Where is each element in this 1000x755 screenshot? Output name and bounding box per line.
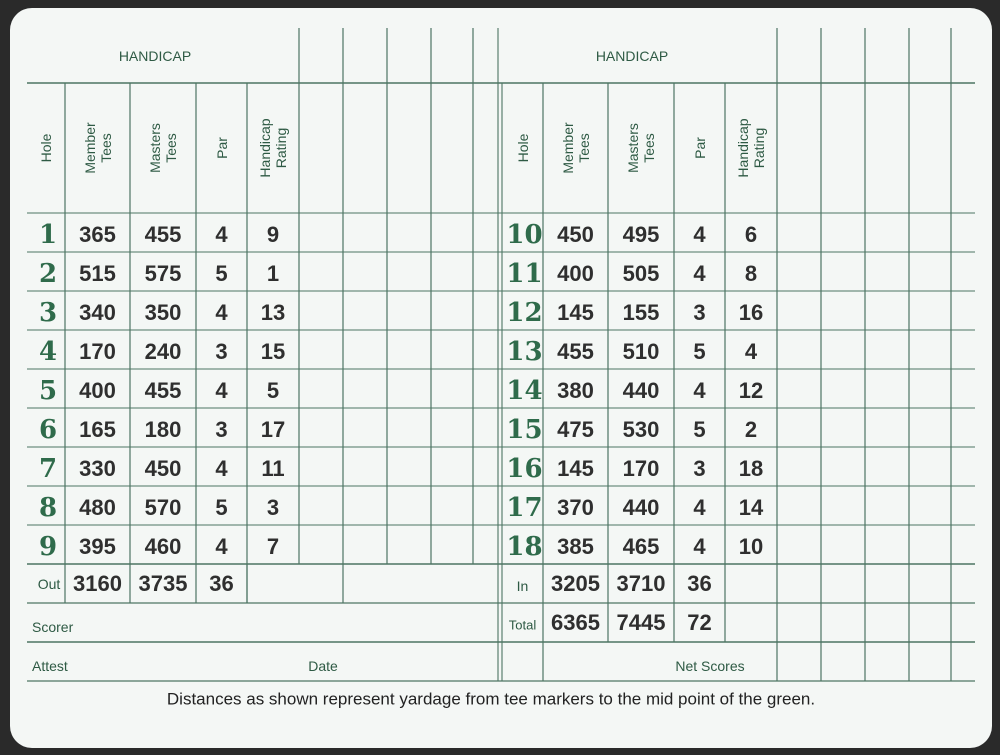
back-row-member: 385 bbox=[557, 533, 594, 559]
back-row-hole: 17 bbox=[506, 492, 543, 523]
front-row-member: 395 bbox=[79, 533, 116, 559]
back-row-hole: 14 bbox=[506, 375, 543, 406]
front-row-masters: 455 bbox=[144, 221, 182, 247]
back-row-member: 475 bbox=[557, 416, 594, 442]
front-row-hole: 2 bbox=[38, 258, 58, 289]
front-row-masters: 460 bbox=[144, 533, 182, 559]
footer-note: Distances as shown represent yardage from tee markers to the mid point of the green. bbox=[166, 689, 816, 709]
front-row-par: 4 bbox=[215, 377, 228, 403]
net-scores-label: Net Scores bbox=[675, 657, 745, 674]
back-col-header: Handicap Rating bbox=[735, 118, 767, 178]
front-row-member: 165 bbox=[79, 416, 116, 442]
front-row-member: 365 bbox=[79, 221, 116, 247]
back-row-member: 450 bbox=[557, 221, 594, 247]
front-row-member: 340 bbox=[79, 299, 116, 325]
front-row-masters: 450 bbox=[144, 455, 182, 481]
back-col-header: Par bbox=[691, 137, 708, 159]
front-row-member: 480 bbox=[79, 494, 116, 520]
back-row-hole: 12 bbox=[506, 297, 543, 328]
back-row-member: 370 bbox=[557, 494, 594, 520]
back-row-masters: 155 bbox=[622, 299, 660, 325]
back-row-par: 3 bbox=[693, 455, 706, 481]
back-row-hcp: 12 bbox=[738, 377, 764, 403]
front-row-hcp: 3 bbox=[266, 494, 280, 520]
grand-member-total: 6365 bbox=[551, 609, 600, 635]
back-row-hole: 13 bbox=[506, 336, 543, 367]
back-row-member: 455 bbox=[557, 338, 594, 364]
front-row-masters: 575 bbox=[144, 260, 182, 286]
front-row-hcp: 15 bbox=[260, 338, 286, 364]
back-row-hole: 10 bbox=[506, 219, 543, 250]
front-row-hole: 6 bbox=[38, 414, 58, 445]
front-row-par: 5 bbox=[215, 260, 228, 286]
back-row-hcp: 18 bbox=[738, 455, 764, 481]
front-row-hole: 4 bbox=[38, 336, 58, 367]
front-row-masters: 350 bbox=[144, 299, 182, 325]
front-col-header: Hole bbox=[38, 133, 54, 163]
back-row-masters: 440 bbox=[622, 494, 660, 520]
in-member-total: 3205 bbox=[551, 570, 600, 596]
grand-masters-total: 7445 bbox=[616, 609, 666, 635]
front-row-member: 330 bbox=[79, 455, 116, 481]
total-label: Total bbox=[508, 617, 537, 632]
back-col-header: Member Tees bbox=[559, 122, 592, 174]
front-row-par: 4 bbox=[215, 299, 228, 325]
out-member-total: 3160 bbox=[73, 570, 122, 596]
front-row-par: 3 bbox=[215, 338, 228, 364]
back-row-par: 4 bbox=[693, 260, 706, 286]
front-col-header: Member Tees bbox=[81, 122, 114, 174]
handicap-label-back: HANDICAP bbox=[595, 48, 669, 64]
back-row-par: 4 bbox=[693, 221, 706, 247]
front-row-hcp: 9 bbox=[266, 221, 280, 247]
out-par-total: 36 bbox=[209, 570, 234, 596]
back-row-par: 4 bbox=[693, 494, 706, 520]
front-row-hole: 1 bbox=[38, 219, 58, 250]
front-row-hcp: 11 bbox=[261, 455, 285, 481]
back-row-masters: 465 bbox=[622, 533, 660, 559]
front-col-header: Handicap Rating bbox=[257, 118, 289, 178]
back-row-masters: 495 bbox=[622, 221, 660, 247]
date-label: Date bbox=[308, 657, 338, 674]
back-row-masters: 170 bbox=[622, 455, 660, 481]
back-row-masters: 530 bbox=[622, 416, 660, 442]
back-row-hcp: 4 bbox=[744, 338, 758, 364]
front-row-hole: 7 bbox=[38, 453, 58, 484]
handicap-label-front: HANDICAP bbox=[118, 48, 192, 64]
front-row-hcp: 5 bbox=[266, 377, 280, 403]
back-row-hole: 11 bbox=[506, 258, 543, 289]
back-row-par: 4 bbox=[693, 533, 706, 559]
front-col-header: Masters Tees bbox=[147, 123, 179, 173]
back-row-hole: 16 bbox=[506, 453, 543, 484]
attest-label: Attest bbox=[32, 657, 68, 674]
front-row-member: 400 bbox=[79, 377, 116, 403]
back-col-header: Hole bbox=[514, 133, 531, 163]
back-row-hole: 15 bbox=[506, 414, 543, 445]
front-row-hcp: 13 bbox=[260, 299, 286, 325]
front-row-hole: 3 bbox=[38, 297, 58, 328]
front-row-hcp: 17 bbox=[260, 416, 286, 442]
back-row-hcp: 14 bbox=[738, 494, 764, 520]
front-row-hcp: 7 bbox=[266, 533, 280, 559]
out-label: Out bbox=[37, 575, 61, 592]
back-row-masters: 505 bbox=[622, 260, 660, 286]
scorer-label: Scorer bbox=[32, 618, 74, 635]
front-row-masters: 455 bbox=[144, 377, 182, 403]
back-col-header: Masters Tees bbox=[625, 123, 657, 173]
back-row-hcp: 2 bbox=[744, 416, 758, 442]
back-row-member: 400 bbox=[557, 260, 594, 286]
in-label: In bbox=[516, 577, 529, 594]
front-row-masters: 240 bbox=[144, 338, 182, 364]
front-row-hole: 8 bbox=[38, 492, 58, 523]
back-row-masters: 510 bbox=[622, 338, 660, 364]
back-row-hcp: 6 bbox=[744, 221, 758, 247]
front-col-header: Par bbox=[213, 137, 230, 159]
front-row-par: 4 bbox=[215, 455, 228, 481]
front-row-par: 5 bbox=[215, 494, 228, 520]
front-row-member: 170 bbox=[79, 338, 116, 364]
back-row-member: 145 bbox=[557, 299, 594, 325]
back-row-hole: 18 bbox=[506, 531, 543, 562]
back-row-member: 380 bbox=[557, 377, 594, 403]
front-row-par: 3 bbox=[215, 416, 228, 442]
back-row-par: 5 bbox=[693, 416, 706, 442]
in-par-total: 36 bbox=[687, 570, 712, 596]
front-row-hole: 9 bbox=[38, 531, 58, 562]
out-masters-total: 3735 bbox=[138, 570, 188, 596]
grand-par-total: 72 bbox=[687, 609, 712, 635]
front-row-masters: 570 bbox=[144, 494, 182, 520]
back-row-par: 4 bbox=[693, 377, 706, 403]
front-row-masters: 180 bbox=[144, 416, 182, 442]
back-row-masters: 440 bbox=[622, 377, 660, 403]
back-row-hcp: 16 bbox=[738, 299, 764, 325]
front-row-hcp: 1 bbox=[266, 260, 280, 286]
back-row-par: 3 bbox=[693, 299, 706, 325]
front-row-member: 515 bbox=[79, 260, 116, 286]
in-masters-total: 3710 bbox=[616, 570, 666, 596]
front-row-par: 4 bbox=[215, 533, 228, 559]
front-row-hole: 5 bbox=[38, 375, 58, 406]
back-row-member: 145 bbox=[557, 455, 594, 481]
back-row-hcp: 10 bbox=[738, 533, 764, 559]
back-row-hcp: 8 bbox=[744, 260, 758, 286]
back-row-par: 5 bbox=[693, 338, 706, 364]
front-row-par: 4 bbox=[215, 221, 228, 247]
scorecard bbox=[10, 8, 992, 748]
